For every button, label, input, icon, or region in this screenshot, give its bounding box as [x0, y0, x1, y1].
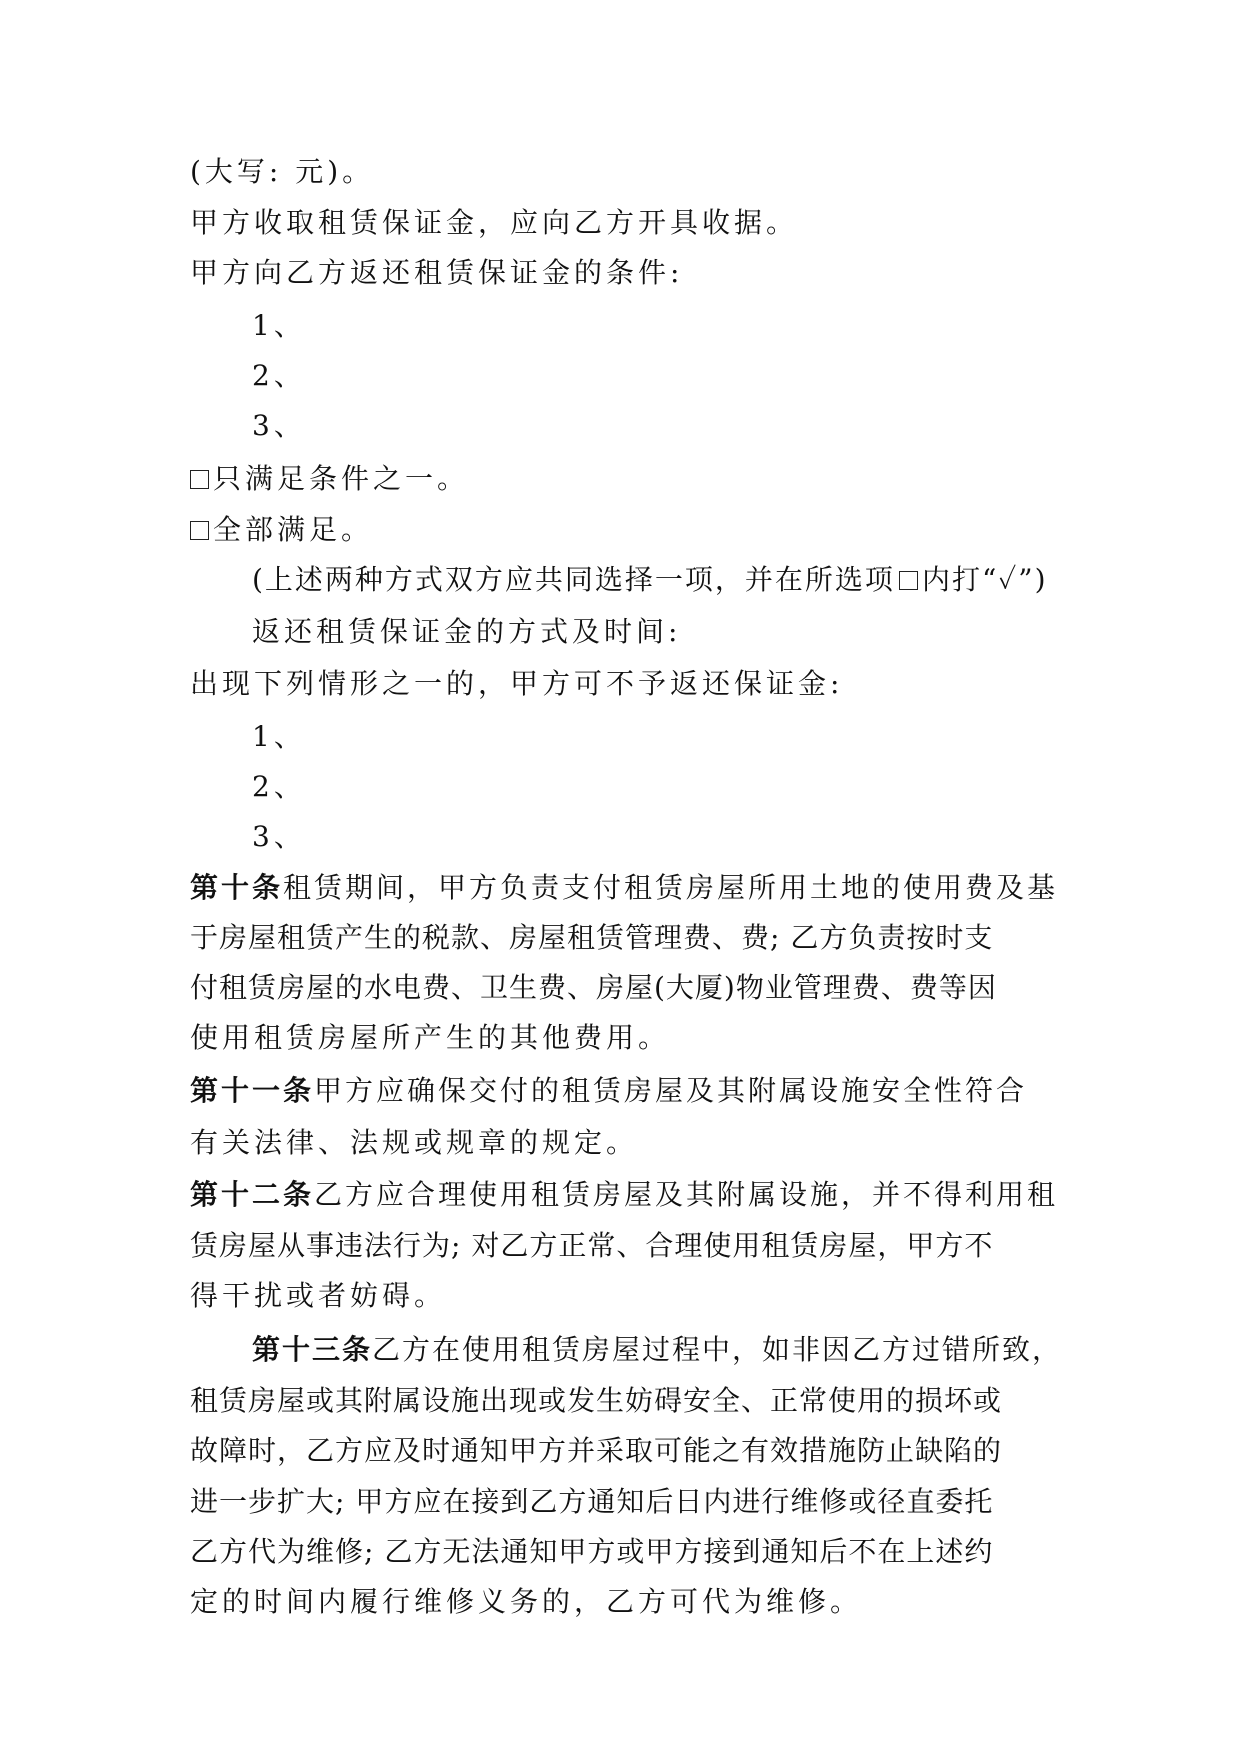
article-13-line	[252, 1330, 1062, 1370]
article-12-line	[190, 1175, 1058, 1215]
list-item: 3、	[252, 409, 306, 442]
article-text: 租赁期间，甲方负责支付租赁房屋所用土地的使用费及基	[283, 871, 1059, 904]
article-10-line: 付租赁房屋的水电费、卫生费、房屋(大厦)物业管理费、费等因	[190, 971, 997, 1004]
article-13-line: 乙方代为维修; 乙方无法通知甲方或甲方接到通知后不在上述约	[190, 1535, 994, 1568]
article-heading: 第十一条	[190, 1074, 315, 1107]
note-text: (上述两种方式双方应共同选择一项，并在所选项	[252, 563, 895, 596]
article-text: 乙方应合理使用租赁房屋及其附属设施，并不得利用租	[314, 1178, 1059, 1211]
article-10-line	[190, 868, 1058, 908]
article-text: 甲方应确保交付的租赁房屋及其附属设施安全性符合	[314, 1074, 1028, 1107]
text-line: 出现下列情形之一的，甲方可不予返还保证金:	[190, 667, 844, 700]
article-text: 乙方在使用租赁房屋过程中，如非因乙方过错所致，	[372, 1333, 1063, 1366]
note-line	[252, 560, 1048, 600]
list-item: 1、	[252, 720, 306, 753]
option-line	[190, 459, 469, 499]
article-13-line: 定的时间内履行维修义务的，乙方可代为维修。	[190, 1585, 863, 1618]
article-10-line: 使用租赁房屋所产生的其他费用。	[190, 1021, 671, 1054]
article-heading: 第十二条	[190, 1178, 315, 1211]
text-line: 甲方收取租赁保证金，应向乙方开具收据。	[190, 206, 799, 239]
text-line: 甲方向乙方返还租赁保证金的条件:	[190, 256, 684, 289]
text-line: (大写: 元)。	[190, 155, 375, 188]
article-12-line: 得干扰或者妨碍。	[190, 1279, 447, 1312]
article-12-line: 赁房屋从事违法行为; 对乙方正常、合理使用租赁房屋，甲方不	[190, 1229, 994, 1262]
article-heading: 第十三条	[252, 1333, 373, 1366]
list-item: 1、	[252, 309, 306, 342]
article-13-line: 租赁房屋或其附属设施出现或发生妨碍安全、正常使用的损坏或	[190, 1384, 1003, 1417]
list-item: 2、	[252, 359, 306, 392]
article-13-line: 故障时，乙方应及时通知甲方并采取可能之有效措施防止缺陷的	[190, 1434, 1003, 1467]
checkbox-icon[interactable]	[190, 470, 209, 489]
option-label: 只满足条件之一。	[213, 462, 470, 495]
note-text: 内打“✓”)	[921, 563, 1048, 596]
option-label: 全部满足。	[213, 513, 374, 546]
text-line: 返还租赁保证金的方式及时间:	[252, 615, 682, 648]
list-item: 3、	[252, 820, 306, 853]
option-line	[190, 510, 373, 550]
article-11-line: 有关法律、法规或规章的规定。	[190, 1126, 639, 1159]
article-11-line	[190, 1071, 1027, 1111]
article-13-line: 进一步扩大; 甲方应在接到乙方通知后日内进行维修或径直委托	[190, 1485, 994, 1518]
checkbox-icon[interactable]	[190, 521, 209, 540]
article-10-line: 于房屋租赁产生的税款、房屋租赁管理费、费; 乙方负责按时支	[190, 921, 994, 954]
article-heading: 第十条	[190, 871, 284, 904]
list-item: 2、	[252, 770, 306, 803]
checkbox-icon	[899, 571, 918, 590]
